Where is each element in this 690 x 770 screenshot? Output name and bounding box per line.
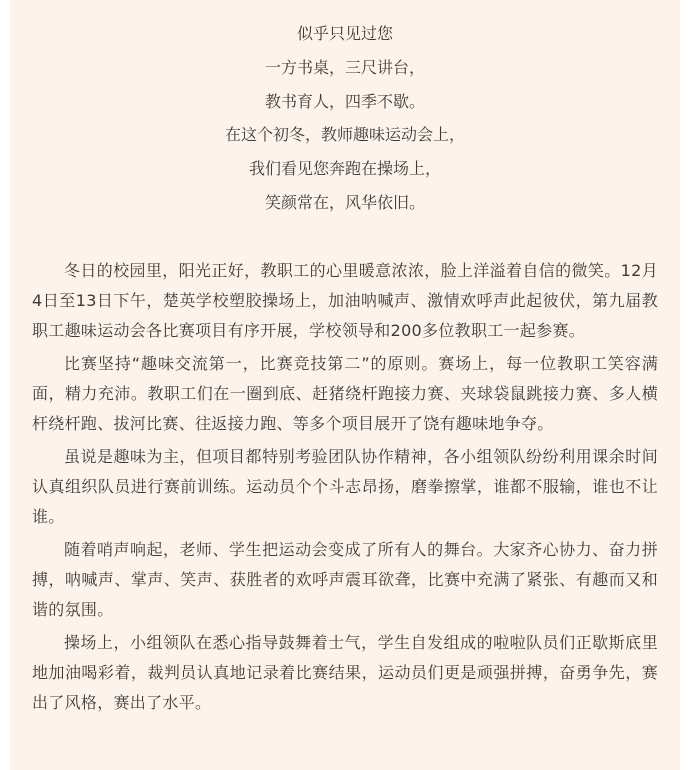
- paragraph-1: 冬日的校园里，阳光正好，教职工的心里暖意浓浓，脸上洋溢着自信的微笑。12月4日至13日下午，楚英学校塑胶操场上，加油呐喊声、激情欢呼声此起彼伏，第九届教职工趣味运动会各比赛项目有序开展，学校领导和200多位教职工一起参赛。: [32, 261, 658, 340]
- poem-line: 在这个初冬，教师趣味运动会上，: [224, 125, 465, 145]
- article-page: [10, 0, 680, 770]
- poem-block: [10, 17, 680, 220]
- paragraph-2: 比赛坚持“趣味交流第一，比赛竞技第二”的原则。赛场上，每一位教职工笑容满面，精力充沛。教职工们在一圈到底、赶猪绕杆跑接力赛、夹球袋鼠跳接力赛、多人横杆绕杆跑、拔河比赛、往返接力跑、等多个项目展开了饶有趣味地争夺。: [32, 354, 658, 433]
- poem-line: 笑颜常在，风华依旧。: [264, 192, 425, 212]
- poem-line: 我们看见您奔跑在操场上，: [248, 159, 441, 179]
- poem-line: 似乎只见过您: [296, 24, 393, 43]
- paragraph-5: 操场上，小组领队在悉心指导鼓舞着士气，学生自发组成的啦啦队员们正歇斯底里地加油喝彩着，裁判员认真地记录着比赛结果，运动员们更是顽强拼搏，奋勇争先，赛出了风格，赛出了水平。: [32, 633, 658, 712]
- poem-line: 一方书桌，三尺讲台，: [264, 57, 425, 77]
- poem-line: 教书育人，四季不歇。: [264, 91, 425, 111]
- paragraph-4: 随着哨声响起，老师、学生把运动会变成了所有人的舞台。大家齐心协力、奋力拼搏，呐喊声、掌声、笑声、获胜者的欢呼声震耳欲聋，比赛中充满了紧张、有趣而又和谐的氛围。: [32, 540, 658, 619]
- paragraph-3: 虽说是趣味为主，但项目都特别考验团队协作精神，各小组领队纷纷利用课余时间认真组织队员进行赛前训练。运动员个个斗志昂扬，磨拳擦掌，谁都不服输，谁也不让谁。: [32, 447, 658, 526]
- article-body: [32, 256, 658, 721]
